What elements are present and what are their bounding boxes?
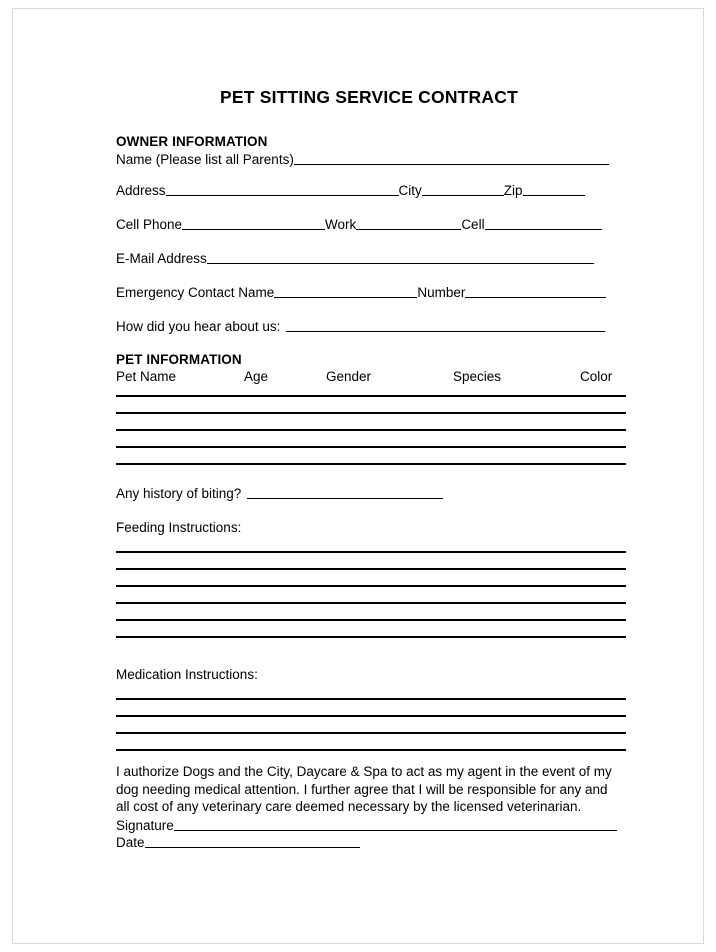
pet-information-heading: PET INFORMATION [116, 352, 242, 367]
date-label: Date [116, 834, 145, 850]
write-in-line[interactable] [116, 732, 626, 734]
write-in-line[interactable] [116, 715, 626, 717]
owner-cell-phone-input[interactable] [182, 216, 325, 230]
owner-email-label: E-Mail Address [116, 251, 207, 266]
owner-address-row [116, 182, 626, 199]
owner-address-label: Address [116, 183, 166, 198]
owner-cell-input[interactable] [485, 216, 602, 230]
table-row[interactable] [116, 395, 626, 397]
paper-sheet [12, 8, 704, 944]
owner-name-input[interactable] [294, 151, 609, 165]
referral-input[interactable] [286, 318, 605, 332]
owner-address-input[interactable] [166, 182, 399, 196]
pet-column-pet-name: Pet Name [116, 369, 177, 384]
pet-table-header [116, 369, 626, 387]
write-in-line[interactable] [116, 585, 626, 587]
referral-label: How did you hear about us: [116, 319, 281, 334]
emergency-contact-input[interactable] [274, 284, 417, 298]
medication-instructions-row [116, 666, 626, 683]
feeding-instructions-label: Feeding Instructions: [116, 520, 242, 535]
owner-cell-phone-label: Cell Phone [116, 217, 183, 232]
pet-column-age: Age [244, 369, 269, 384]
pet-table-rows [116, 395, 626, 465]
write-in-line[interactable] [116, 551, 626, 553]
referral-row [116, 318, 626, 335]
biting-history-input[interactable] [247, 485, 443, 499]
owner-name-row [116, 151, 626, 168]
signature-label: Signature [116, 817, 174, 833]
date-input[interactable] [145, 835, 360, 848]
biting-history-row [116, 485, 626, 502]
table-row[interactable] [116, 446, 626, 448]
owner-information-heading: OWNER INFORMATION [116, 134, 268, 149]
medication-instructions-label: Medication Instructions: [116, 667, 258, 682]
owner-cell-label: Cell [461, 217, 485, 232]
table-row[interactable] [116, 429, 626, 431]
emergency-number-label: Number [417, 285, 466, 300]
owner-city-label: City [398, 183, 422, 198]
pet-column-gender: Gender [326, 369, 372, 384]
owner-city-input[interactable] [422, 182, 504, 196]
table-row[interactable] [116, 412, 626, 414]
page-title: PET SITTING SERVICE CONTRACT [220, 87, 518, 107]
owner-email-row [116, 250, 626, 267]
feeding-instructions-row [116, 519, 626, 536]
emergency-number-input[interactable] [465, 284, 606, 298]
write-in-line[interactable] [116, 698, 626, 700]
write-in-line[interactable] [116, 568, 626, 570]
write-in-line[interactable] [116, 619, 626, 621]
pet-column-species: Species [453, 369, 502, 384]
authorization-paragraph: I authorize Dogs and the City, Daycare & Spa to act as my agent in the event of my dog needing medical attention. I further agree that I will be responsible for any and all cost of any veterinary care deemed necessary by the licensed veterinarian. [116, 764, 612, 814]
signature-row [116, 818, 626, 833]
pet-column-color: Color [580, 369, 613, 384]
emergency-contact-label: Emergency Contact Name [116, 285, 275, 300]
feeding-instruction-lines [116, 551, 626, 638]
date-row [116, 835, 626, 850]
owner-email-input[interactable] [207, 250, 594, 264]
owner-name-label: Name (Please list all Parents) [116, 152, 294, 167]
biting-history-label: Any history of biting? [116, 486, 242, 501]
owner-phone-row [116, 216, 626, 233]
medication-instruction-lines [116, 698, 626, 751]
owner-zip-input[interactable] [523, 182, 585, 196]
owner-work-label: Work [325, 217, 357, 232]
owner-zip-label: Zip [503, 183, 523, 198]
write-in-line[interactable] [116, 602, 626, 604]
form-content [116, 87, 626, 850]
signature-input[interactable] [174, 818, 617, 831]
owner-work-input[interactable] [356, 216, 461, 230]
emergency-contact-row [116, 284, 626, 301]
